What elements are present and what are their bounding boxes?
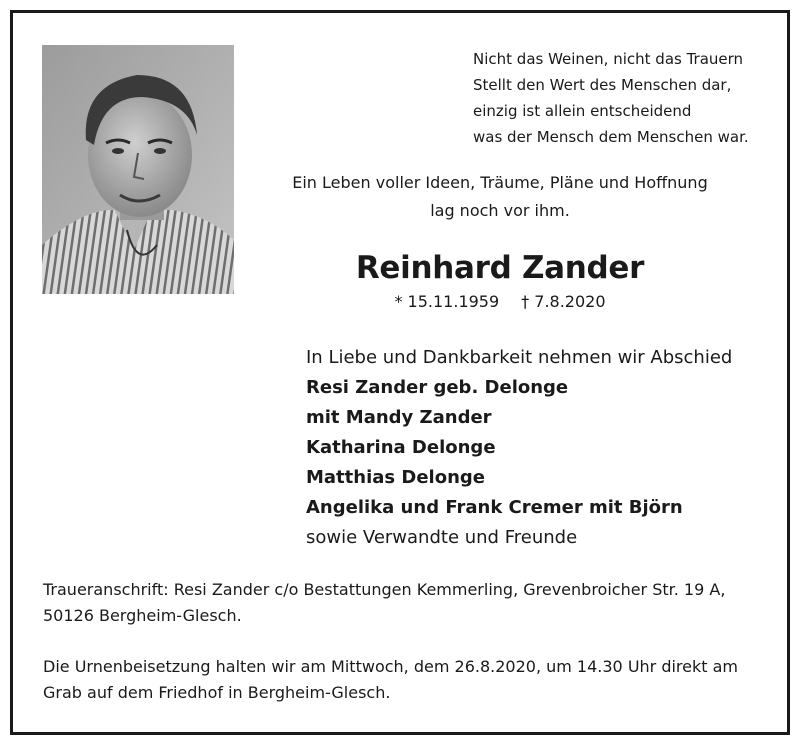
mourner-name: Angelika und Frank Cremer mit Björn: [306, 497, 683, 518]
mourners-outro: sowie Verwandte und Freunde: [306, 527, 578, 548]
deceased-name: Reinhard Zander: [355, 250, 645, 286]
mourning-address: Traueranschrift: Resi Zander c/o Bestattungen Kemmerling, Grevenbroicher Str. 19 A, 50126 Bergheim-Glesch.: [43, 580, 726, 625]
mourner-name: Resi Zander geb. Delonge: [306, 377, 569, 398]
life-dates: [250, 292, 750, 311]
poem: [473, 46, 783, 150]
poem-line: was der Mensch dem Menschen war.: [473, 128, 749, 146]
burial-notice: Die Urnenbeisetzung halten wir am Mittwoch, dem 26.8.2020, um 14.30 Uhr direkt am Grab auf dem Friedhof in Bergheim-Glesch.: [43, 657, 739, 702]
motto-line: Ein Leben voller Ideen, Träume, Pläne und Hoffnung: [292, 173, 708, 192]
mourner-name: Katharina Delonge: [306, 437, 496, 458]
portrait-illustration: [42, 45, 234, 294]
poem-line: Nicht das Weinen, nicht das Trauern: [473, 50, 744, 68]
birth-date: * 15.11.1959: [394, 292, 500, 311]
motto-line: lag noch vor ihm.: [430, 201, 570, 220]
poem-line: Stellt den Wert des Menschen dar,: [473, 76, 732, 94]
death-date: † 7.8.2020: [521, 292, 606, 311]
motto: [250, 169, 750, 225]
mourner-name: Matthias Delonge: [306, 467, 485, 488]
mourners-list: [306, 343, 776, 553]
mourners-intro: In Liebe und Dankbarkeit nehmen wir Abschied: [306, 347, 733, 368]
portrait-photo: [42, 45, 234, 294]
poem-line: einzig ist allein entscheidend: [473, 102, 692, 120]
mourner-name: mit Mandy Zander: [306, 407, 492, 428]
